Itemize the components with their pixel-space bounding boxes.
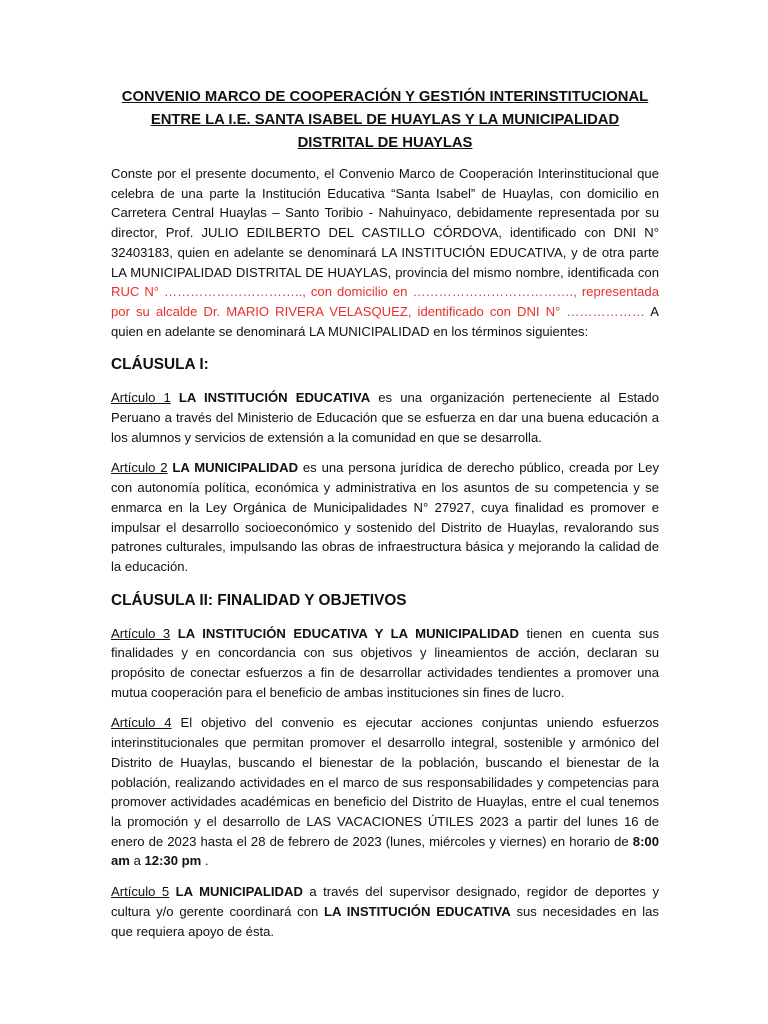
intro-red-placeholder-text: RUC N° ………………………….., con domicilio en ………………………………., representada por su alcalde Dr. MARIO RIVERA VELASQUEZ, identificado con DNI N° ……………… <box>111 284 659 319</box>
article-4-text-2: a <box>129 853 145 869</box>
article-1 <box>111 388 659 447</box>
article-4-start-time: 8:00 am <box>111 833 659 869</box>
article-2 <box>111 458 659 576</box>
article-3 <box>111 624 659 703</box>
article-1-subject: LA INSTITUCIÓN EDUCATIVA <box>178 390 371 406</box>
clause-1-heading: CLÁUSULA I: <box>111 356 209 374</box>
article-3-label: Artículo 3 <box>111 625 171 641</box>
document-title <box>111 86 659 155</box>
article-2-label: Artículo 2 <box>111 460 168 476</box>
article-4-label: Artículo 4 <box>111 715 172 731</box>
article-4-end-time: 12:30 pm <box>144 853 202 869</box>
article-4-text-3: . <box>201 853 209 869</box>
article-5-subject: LA MUNICIPALIDAD <box>175 884 303 900</box>
article-5-subject-2: LA INSTITUCIÓN EDUCATIVA <box>324 903 511 919</box>
article-1-text: es una organización perteneciente al Estado Peruano a través del Ministerio de Educación que se esfuerza en dar una buena educación a los alumnos y servicios de extensión a la comunidad en que se desarrolla. <box>111 390 659 445</box>
article-2-text: es una persona jurídica de derecho público, creada por Ley con autonomía política, económica y administrativa en los asuntos de su competencia y se enmarca en la Ley Orgánica de Municipalidades N° 27927, cuya finalidad es promover e impulsar el desarrollo socioeconómico y sostenido del Distrito de Huaylas, revalorando sus patrones culturales, impulsando las obras de infraestructura básica y mejorando la calidad de la educación. <box>111 460 659 574</box>
article-2-subject: LA MUNICIPALIDAD <box>172 460 299 476</box>
article-3-text: tienen en cuenta sus finalidades y en concordancia con sus objetivos y lineamientos de acción, declaran su propósito de conectar esfuerzos a fin de desarrollar actividades tendientes a promover una mutua cooperación para el beneficio de ambas instituciones sin fines de lucro. <box>111 625 659 700</box>
clause-2-heading: CLÁUSULA II: FINALIDAD Y OBJETIVOS <box>111 591 407 609</box>
intro-text: Conste por el presente documento, el Convenio Marco de Cooperación Interinstitucional que celebra de una parte la Institución Educativa “Santa Isabel” de Huaylas, con domicilio en Carretera Central Huaylas – Santo Toribio - Nahuinyaco, debidamente representada por su director, Prof. JULIO EDILBERTO DEL CASTILLO CÓRDOVA, identificado con DNI N° 32403183, quien en adelante se denominará LA INSTITUCIÓN EDUCATIVA, y de otra parte LA MUNICIPALIDAD DISTRITAL DE HUAYLAS, provincia del mismo nombre, identificada con <box>111 166 659 280</box>
intro-text-end: A quien en adelante se denominará LA MUNICIPALIDAD en los términos siguientes: <box>111 303 660 339</box>
title-line-3: DISTRITAL DE HUAYLAS <box>297 135 473 151</box>
article-5-label: Artículo 5 <box>111 884 170 900</box>
article-5 <box>111 882 659 941</box>
article-1-label: Artículo 1 <box>111 390 171 406</box>
article-3-subject: LA INSTITUCIÓN EDUCATIVA Y LA MUNICIPALIDAD <box>177 625 519 641</box>
article-4 <box>111 713 659 871</box>
title-line-2: ENTRE LA I.E. SANTA ISABEL DE HUAYLAS Y LA MUNICIPALIDAD <box>150 112 620 128</box>
article-5-text: a través del supervisor designado, regidor de deportes y cultura y/o gerente coordinará con <box>111 884 660 919</box>
title-line-1: CONVENIO MARCO DE COOPERACIÓN Y GESTIÓN INTERINSTITUCIONAL <box>121 89 649 105</box>
intro-paragraph <box>111 164 659 341</box>
article-4-text: El objetivo del convenio es ejecutar acciones conjuntas uniendo esfuerzos interinstitucionales que permitan promover el desarrollo integral, sostenible y armónico del Distrito de Huaylas, buscando el bienestar de la población, buscando el bienestar de la población, realizando actividades en el marco de sus responsabilidades y competencias para promover actividades académicas en beneficio del Distrito de Huaylas, entre el cual tenemos la promoción y el desarrollo de LAS VACACIONES ÚTILES 2023 a partir del lunes 16 de enero de 2023 hasta el 28 de febrero de 2023 (lunes, miércoles y viernes) en horario de <box>111 715 659 849</box>
article-5-text-2: sus necesidades en las que requiera apoyo de ésta. <box>111 903 659 939</box>
